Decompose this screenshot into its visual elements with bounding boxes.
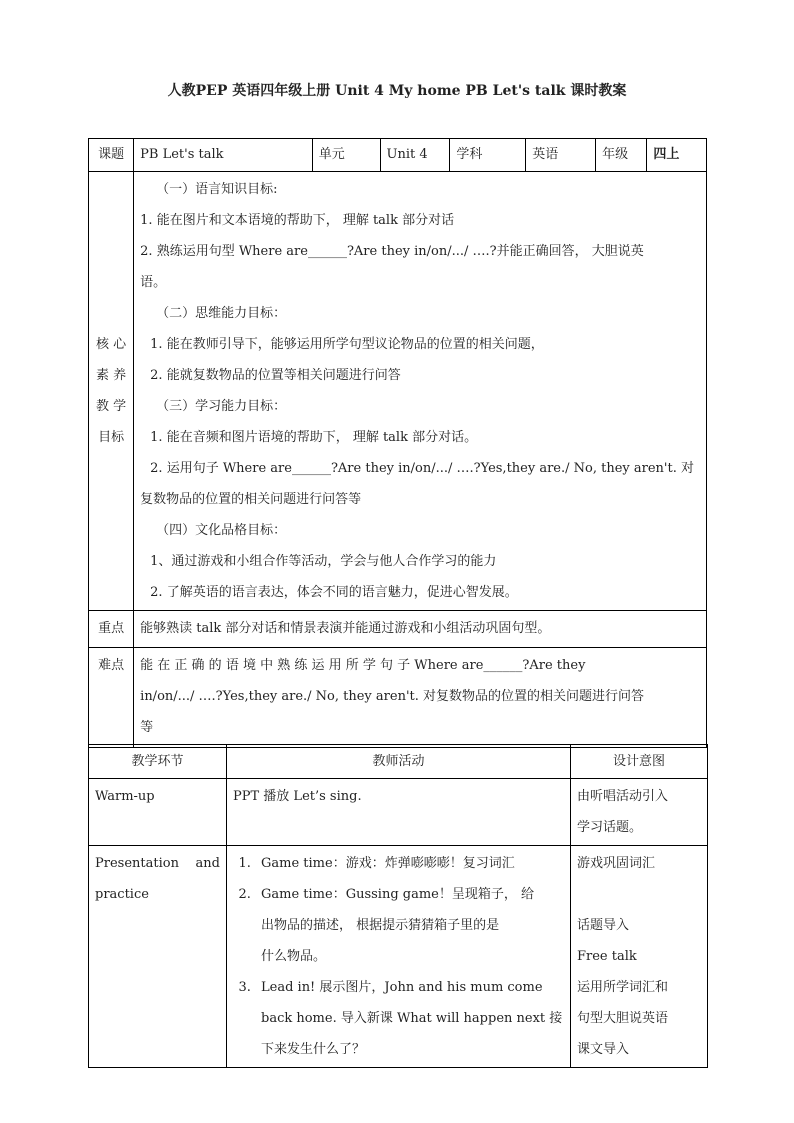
difficulty-content: [134, 648, 707, 748]
activity-item: 2. Game time：Gussing game！呈现箱子， 给 出物品的描述， 根据提示猜猜箱子里的是 什么物品。: [255, 879, 564, 972]
subject-value: 英语: [526, 139, 596, 172]
difficulty-row: [89, 648, 707, 748]
goal-item: 2. 熟练运用句型 Where are______?Are they in/on/.../ ….?并能正确回答， 大胆说英: [140, 244, 644, 259]
grade-value: 四上: [647, 139, 707, 172]
activity-item: 3. Lead in! 展示图片，John and his mum come back home. 导入新课 What will happen next 接 下来发生什么了？: [255, 972, 564, 1065]
process-header-row: [89, 745, 708, 779]
activity-header: 教师活动: [227, 745, 571, 779]
goal-item: 1. 能在教师引导下，能够运用所学句型议论物品的位置的相关问题，: [150, 337, 544, 352]
goals-row: [89, 172, 707, 611]
goal-item: 2. 运用句子 Where are______?Are they in/on/.../ ….?Yes,they are./ No, they aren't. 对: [150, 461, 694, 476]
goal-item: 1. 能在音频和图片语境的帮助下， 理解 talk 部分对话。: [150, 430, 478, 445]
presentation-intent: 游戏巩固词汇 话题导入 Free talk 运用所学词汇和 句型大胆说英语 课文导入: [571, 846, 708, 1068]
goal-heading: （二）思维能力目标：: [156, 306, 287, 321]
subject-label: 学科: [450, 139, 526, 172]
unit-value: Unit 4: [380, 139, 450, 172]
presentation-activity: [227, 846, 571, 1068]
page-title: 人教PEP 英语四年级上册 Unit 4 My home PB Let's talk 课时教案: [167, 83, 627, 99]
goals-label: 核 心 素 养 教 学 目标: [89, 172, 134, 611]
grade-label: 年级: [596, 139, 647, 172]
warmup-stage: Warm-up: [89, 779, 227, 846]
topic-label: 课题: [89, 139, 134, 172]
goal-item: 1、通过游戏和小组合作等活动，学会与他人合作学习的能力: [150, 554, 497, 569]
key-point-row: [89, 611, 707, 648]
goal-item: 1. 能在图片和文本语境的帮助下， 理解 talk 部分对话: [140, 213, 455, 228]
difficulty-line: in/on/.../ ….?Yes,they are./ No, they aren't. 对复数物品的位置的相关问题进行问答: [140, 689, 645, 704]
presentation-stage: Presentation and practice: [89, 846, 227, 1068]
teaching-process-table: [88, 744, 708, 1068]
goal-item: 语。: [140, 275, 167, 290]
goal-item: 2. 了解英语的语言表达，体会不同的语言魅力，促进心智发展。: [150, 585, 518, 600]
header-row: [89, 139, 707, 172]
goals-content: [134, 172, 707, 611]
warmup-row: [89, 779, 708, 846]
goal-heading: （一）语言知识目标:: [156, 182, 278, 197]
key-point-label: 重点: [89, 611, 134, 648]
difficulty-label: 难点: [89, 648, 134, 748]
stage-header: 教学环节: [89, 745, 227, 779]
warmup-activity: PPT 播放 Let’s sing.: [227, 779, 571, 846]
difficulty-line: 等: [140, 720, 154, 735]
goal-heading: （四）文化品格目标：: [156, 523, 287, 538]
activity-item: 1. Game time：游戏：炸弹嘭嘭嘭！复习词汇: [255, 848, 564, 879]
goal-heading: （三）学习能力目标：: [156, 399, 287, 414]
intent-header: 设计意图: [571, 745, 708, 779]
warmup-intent: 由听唱活动引入 学习话题。: [571, 779, 708, 846]
lesson-info-table: [88, 138, 707, 748]
key-point-text: 能够熟读 talk 部分对话和情景表演并能通过游戏和小组活动巩固句型。: [134, 611, 707, 648]
goal-item: 2. 能就复数物品的位置等相关问题进行问答: [150, 368, 401, 383]
goal-item: 复数物品的位置的相关问题进行问答等: [140, 492, 362, 507]
unit-label: 单元: [312, 139, 380, 172]
topic-value: PB Let's talk: [134, 139, 313, 172]
presentation-row: [89, 846, 708, 1068]
difficulty-line: 能 在 正 确 的 语 境 中 熟 练 运 用 所 学 句 子 Where are______?Are they: [140, 658, 586, 673]
